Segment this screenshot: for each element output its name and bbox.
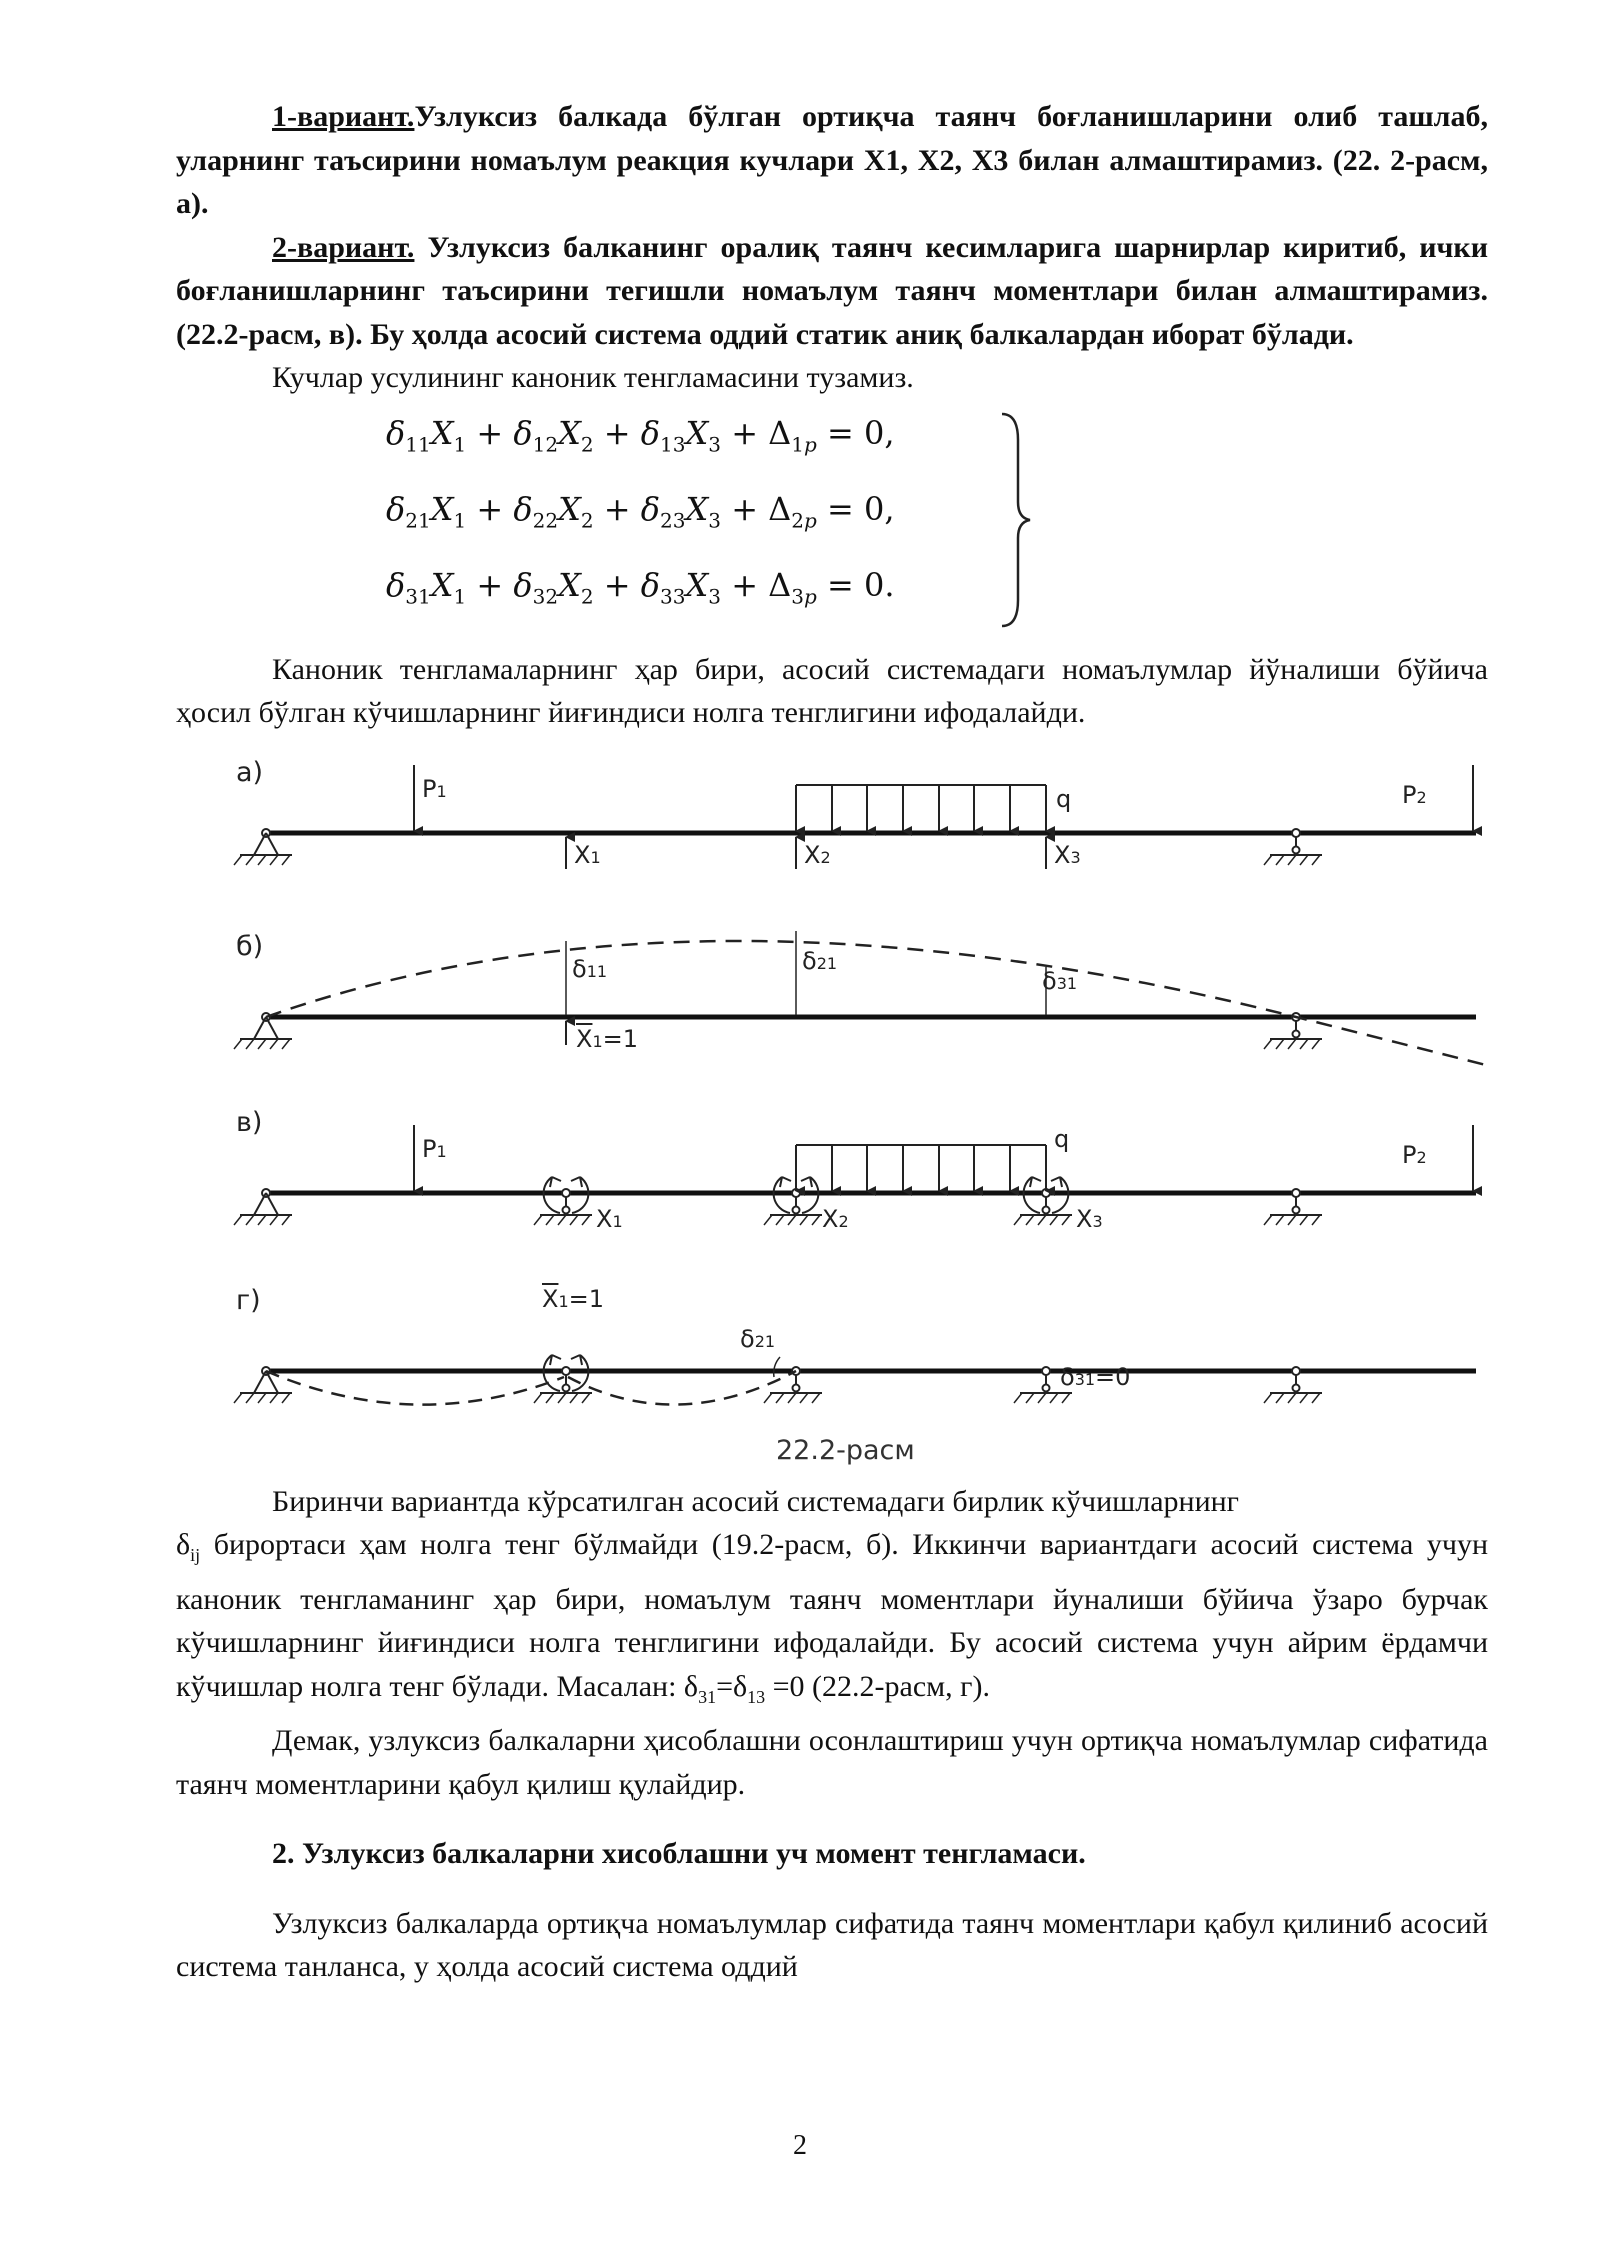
figure-caption: 22.2-расм — [776, 1434, 915, 1466]
label-delta21-g: δ21 — [740, 1324, 776, 1353]
label-unit-x1-b: $\overline{X}1=1$ — [576, 1024, 639, 1053]
first-variant-paragraph: Биринчи вариантда кўрсатилган асосий системадаги бирлик кўчишларнинг $\delta_{ij}$ бирортаси ҳам нолга тенг бўлмайди (19.2-расм, б). Иккинчи вариантдаги асосий система учун каноник тенгламанинг ҳар бири, номаълум таянч моментлари йуналиши бўйича ўзаро бурчак кўчишларнинг йиғиндиси нолга тенглигини ифодалайди. Бу асосий система учун айрим ёрдамчи кўчишлар нолга тенг бўлади. Масалан: $\delta_{31}=\delta_{13} =0$ (22.2-расм, г). — [176, 1484, 1488, 1707]
label-p1-a: P1 — [422, 774, 447, 803]
panel-label-g: г) — [236, 1284, 261, 1316]
label-p2-v: P2 — [1402, 1140, 1427, 1169]
equation-3: $\delta_{31}X_1 + \delta_{32}X_2 + \delta_{33}X_3 + \Delta_{3p} = 0$. — [386, 565, 895, 608]
equation-2-end: 0, — [863, 489, 895, 528]
right-brace — [996, 410, 1036, 630]
equation-1: $\delta_{11}X_1 + \delta_{12}X_2 + \delta_{13}X_3 + \Delta_{1p} = 0$, — [386, 413, 895, 456]
panel-label-a: а) — [236, 756, 264, 788]
label-delta31: δ31 — [1042, 966, 1078, 995]
equation-2: $\delta_{21}X_1 + \delta_{22}X_2 + \delta_{23}X_3 + \Delta_{2p} = 0$, — [386, 489, 895, 532]
last-paragraph: Узлуксиз балкаларда ортиқча номаълумлар сифатида таянч моментлари қабул қилиниб асосий система танланса, у ҳолда асосий система оддий — [176, 1906, 1488, 1983]
delta21-angle-g — [774, 1357, 780, 1377]
section-title: 2. Узлуксиз балкаларни хисоблашни уч момент тенгламаси. — [272, 1837, 1086, 1870]
label-p2-a: P2 — [1402, 780, 1427, 809]
figure-22-2 — [176, 745, 1488, 1480]
variant2-text: Узлуксиз балканинг оралиқ таянч кесимларига шарнирлар киритиб, ички боғланишларнинг таъсирини тегишли номаълум таянч моментлари билан алмаштирамиз. (22.2-расм, в). Бу ҳолда асосий система оддий статик аниқ балкалардан иборат бўлади. — [176, 230, 1488, 351]
label-q-v: q — [1054, 1124, 1070, 1153]
beam-diagrams — [176, 745, 1488, 1480]
label-x3-v: X3 — [1076, 1204, 1103, 1233]
equation-3-end: 0. — [863, 565, 895, 604]
label-x2-v: X2 — [822, 1204, 849, 1233]
label-x1-a: X1 — [574, 840, 601, 869]
variant1-text: Узлуксиз балкада бўлган ортиқча таянч боғланишларини олиб ташлаб, уларнинг таъсирини номаълум реакция кучлари X1, X2, X3 билан алмаштирамиз. (22. 2-расм, а). — [176, 100, 1488, 220]
label-delta21: δ21 — [802, 946, 838, 975]
variant2-paragraph — [176, 226, 1488, 357]
conclusion-paragraph: Демак, узлуксиз балкаларни ҳисоблашни осонлаштириш учун ортиқча номаълумлар сифатида таянч моментларини қабул қилиш қулайдир. — [176, 1724, 1488, 1801]
label-unit-x1-g: $\overline{X}1=1$ — [542, 1284, 605, 1313]
variant1-paragraph — [176, 95, 1488, 226]
label-delta11: δ11 — [572, 954, 608, 983]
distributed-load-v — [796, 1145, 1046, 1191]
panel-label-v: в) — [236, 1106, 263, 1138]
equation-1-end: 0, — [863, 413, 895, 452]
page-content — [176, 95, 1488, 1989]
equations-intro: Кучлар усулининг каноник тенгламасини тузамиз. — [272, 361, 914, 394]
label-x3-a: X3 — [1054, 840, 1081, 869]
label-q-a: q — [1056, 784, 1072, 813]
variant1-label: 1-вариант. — [272, 100, 415, 133]
canonical-paragraph: Каноник тенгламаларнинг ҳар бири, асосий системадаги номаълумлар йўналиши бўйича ҳосил бўлган кўчишларнинг йиғиндиси нолга тенглигини ифодалайди. — [176, 652, 1488, 729]
panel-label-b: б) — [236, 930, 264, 962]
variant2-label: 2-вариант. — [272, 230, 415, 264]
distributed-load-a — [796, 785, 1046, 831]
page-number: 2 — [793, 2130, 807, 2161]
label-p1-v: P1 — [422, 1134, 447, 1163]
label-x1-v: X1 — [596, 1204, 623, 1233]
canonical-equations — [176, 408, 1488, 648]
label-delta31-g: δ31=0 — [1060, 1362, 1131, 1391]
rotation-curve-g — [266, 1371, 796, 1405]
label-x2-a: X2 — [804, 840, 831, 869]
